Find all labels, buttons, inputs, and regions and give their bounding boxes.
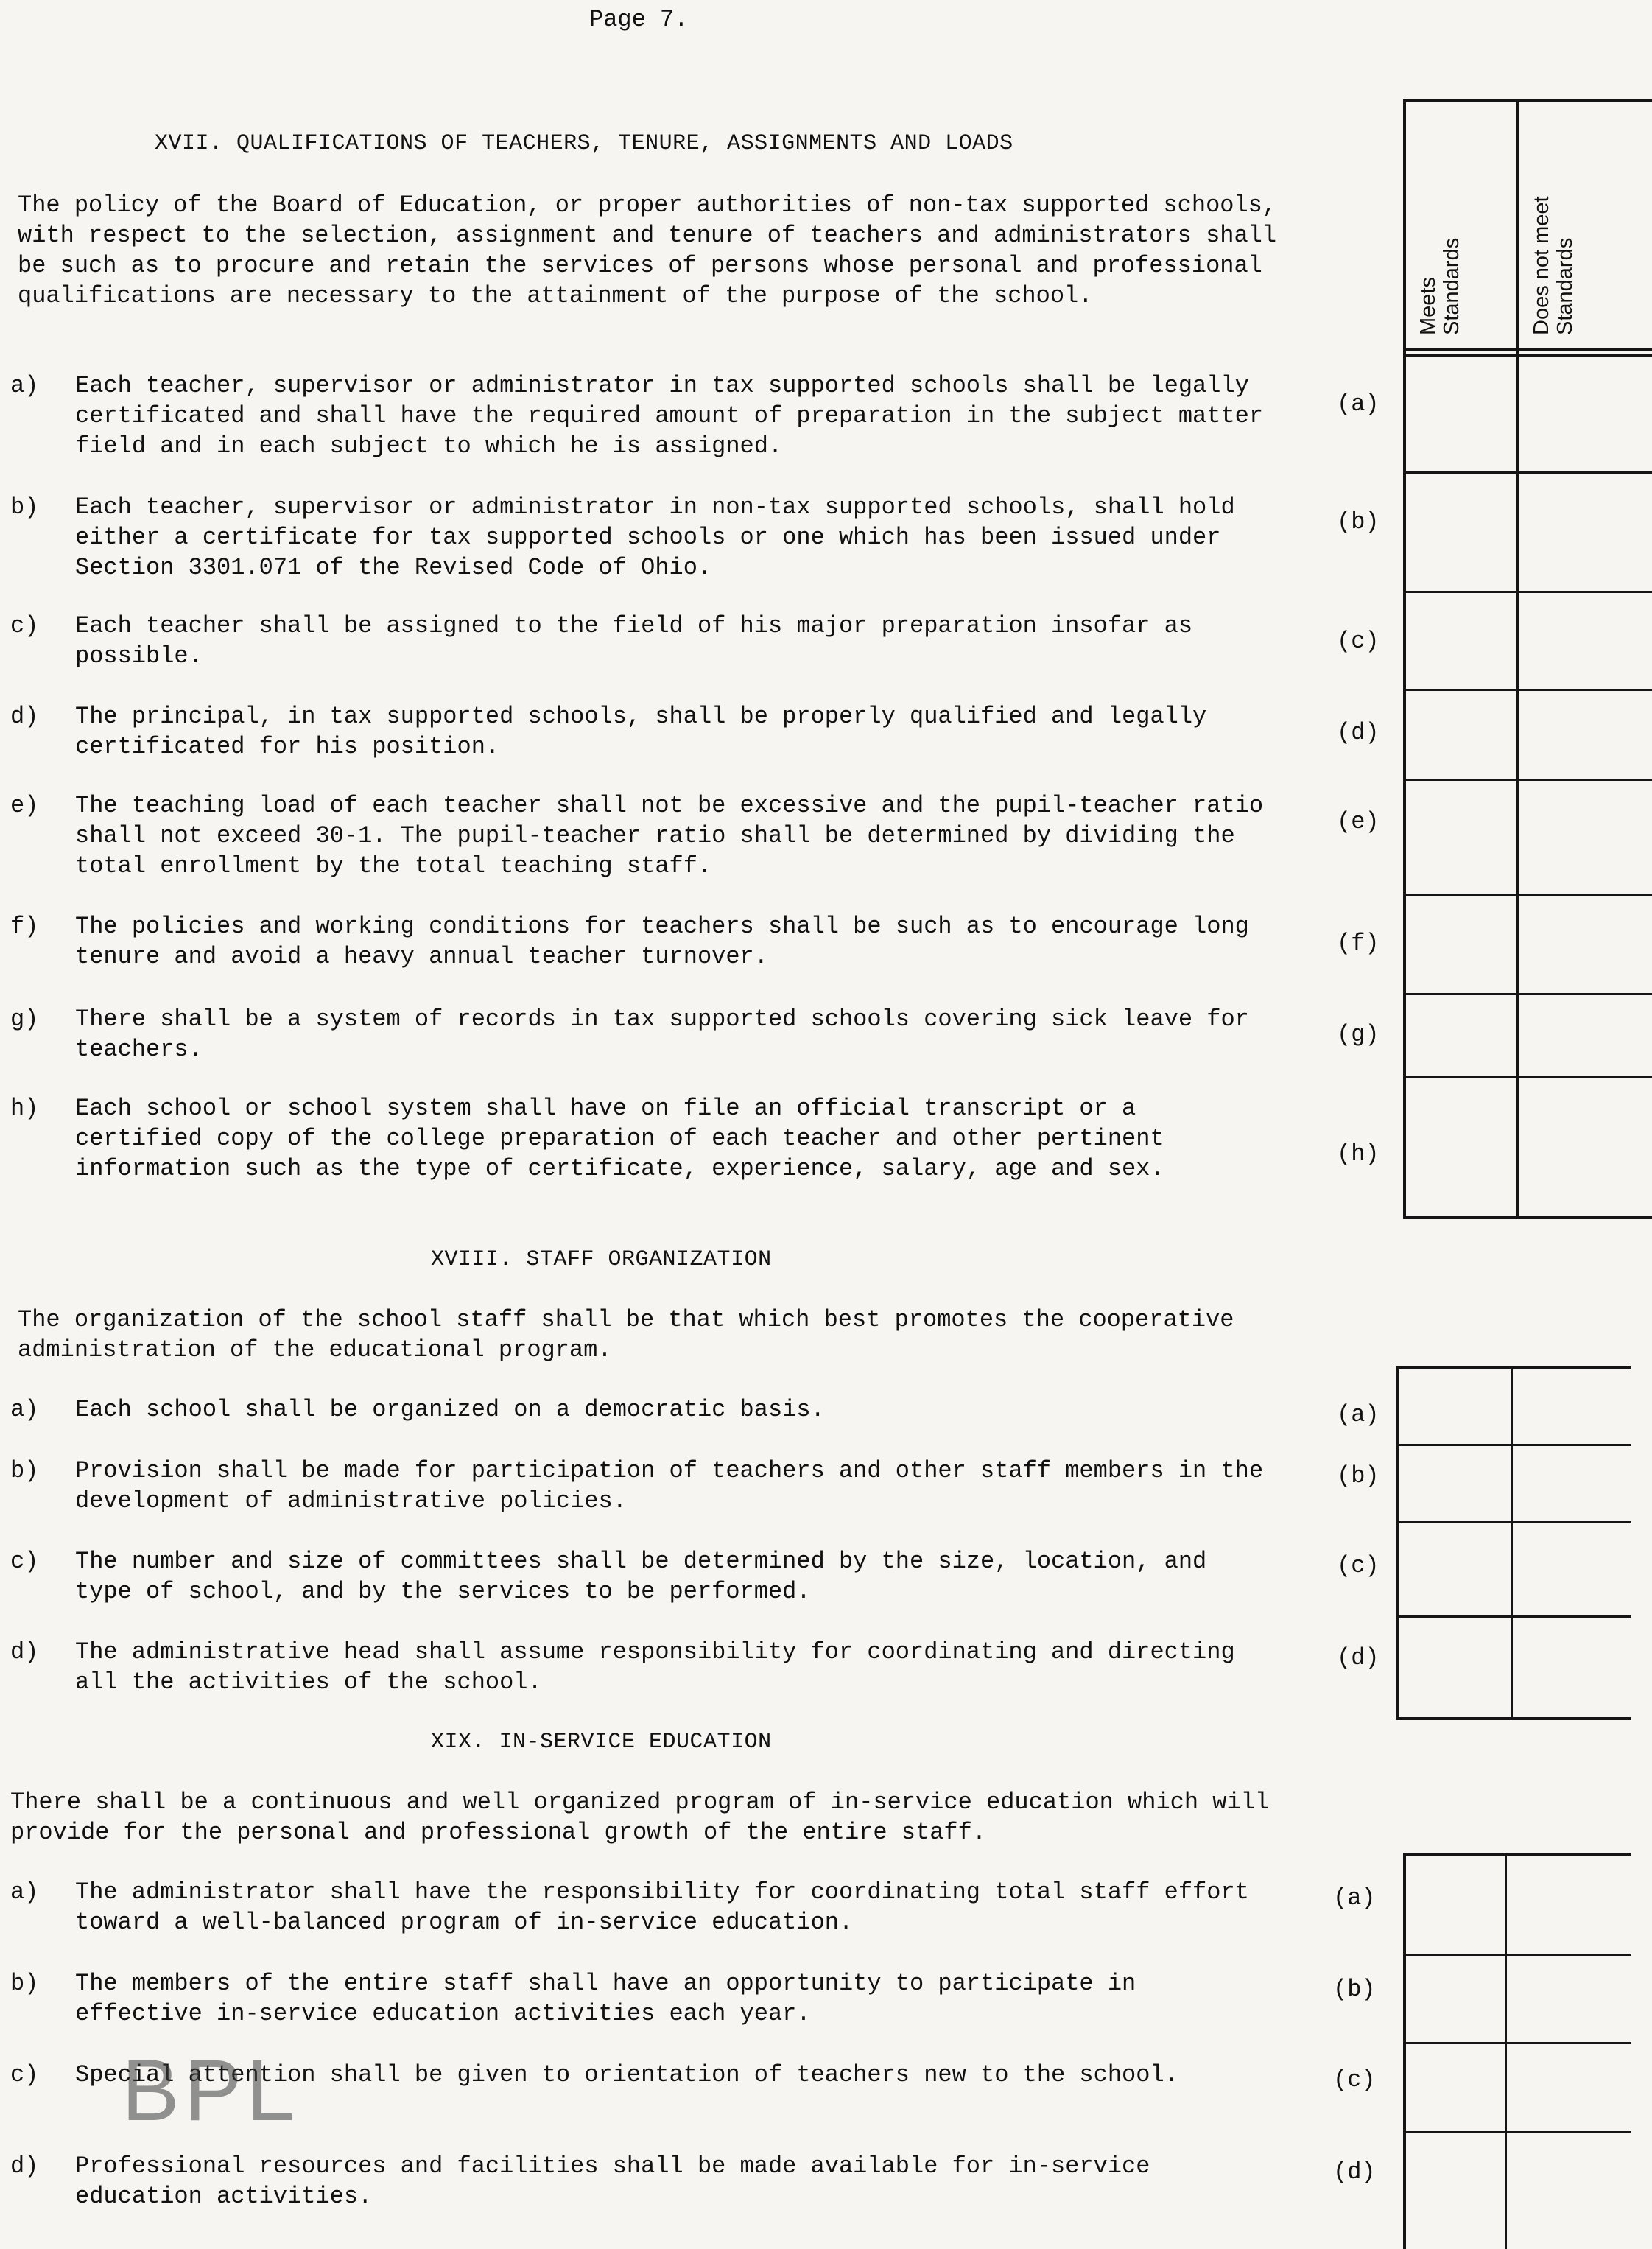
item-label: d) xyxy=(10,703,39,730)
item-text: Each school shall be organized on a democratic basis. xyxy=(75,1396,825,1423)
column-header-does-not-meet-standards: Does not meet Standards xyxy=(1530,196,1577,335)
item-text: The teaching load of each teacher shall not be excessive and the pupil-teacher ratio shall not exceed 30-1. The pupil-teacher ratio shall be determined by dividing the total enrollment by the total teaching staff. xyxy=(75,792,1264,880)
item-label: c) xyxy=(10,612,39,639)
row-ref-label: (g) xyxy=(1337,1021,1379,1048)
page-number: Page 7. xyxy=(589,6,689,33)
column-header-meets-standards: Meets Standards xyxy=(1416,237,1463,335)
row-ref-label: (f) xyxy=(1337,930,1379,957)
item-text: The administrator shall have the responsibility for coordinating total staff effort toward a well-balanced program of in-service education. xyxy=(75,1878,1249,1936)
item-label: b) xyxy=(10,1970,39,1997)
item-text: The policies and working conditions for teachers shall be such as to encourage long tenure and avoid a heavy annual teacher turnover. xyxy=(75,913,1249,970)
item-label: h) xyxy=(10,1095,39,1122)
item-label: c) xyxy=(10,2061,39,2088)
row-ref-label: (c) xyxy=(1337,1552,1379,1579)
row-ref-label: (d) xyxy=(1337,1644,1379,1671)
section-title-xix: XIX. IN-SERVICE EDUCATION xyxy=(431,1730,772,1755)
section-title-xvii: XVII. QUALIFICATIONS OF TEACHERS, TENURE, ASSIGNMENTS AND LOADS xyxy=(155,131,1013,156)
item-label: f) xyxy=(10,913,39,940)
item-label: g) xyxy=(10,1006,39,1033)
section-title-xviii: XVIII. STAFF ORGANIZATION xyxy=(431,1247,772,1272)
item-label: c) xyxy=(10,1548,39,1575)
row-ref-label: (b) xyxy=(1337,1462,1379,1490)
item-label: a) xyxy=(10,1396,39,1423)
item-text: The number and size of committees shall be determined by the size, location, and type of school, and by the services to be performed. xyxy=(75,1548,1207,1605)
row-ref-label: (b) xyxy=(1333,1976,1376,2003)
item-label: a) xyxy=(10,372,39,399)
item-text: Professional resources and facilities shall be made available for in-service education activities. xyxy=(75,2152,1150,2210)
row-ref-label: (d) xyxy=(1333,2158,1376,2186)
item-text: Each teacher, supervisor or administrator in non-tax supported schools, shall hold either a certificate for tax supported schools or one which has been issued under Section 3301.071 of the Revised Code of Ohio. xyxy=(75,494,1235,581)
item-text: Each school or school system shall have on file an official transcript or a certified copy of the college preparation of each teacher and other pertinent information such as the type of certificate, experience, salary, age and sex. xyxy=(75,1095,1164,1182)
item-text: Special attention shall be given to orientation of teachers new to the school. xyxy=(75,2061,1178,2088)
row-ref-label: (a) xyxy=(1337,390,1379,418)
item-label: d) xyxy=(10,2152,39,2180)
item-label: b) xyxy=(10,494,39,521)
item-text: The administrative head shall assume responsibility for coordinating and directing all the activities of the school. xyxy=(75,1638,1235,1696)
item-text: Each teacher, supervisor or administrator in tax supported schools shall be legally certificated and shall have the required amount of preparation in the subject matter field and in each subject to which he is assigned. xyxy=(75,372,1264,460)
checklist-grid-xix xyxy=(1403,1853,1631,2249)
row-ref-label: (e) xyxy=(1337,808,1379,835)
checklist-grid-xviii xyxy=(1396,1366,1631,1720)
item-text: Each teacher shall be assigned to the field of his major preparation insofar as possible. xyxy=(75,612,1193,670)
library-watermark: BPL xyxy=(122,2042,300,2139)
item-text: The principal, in tax supported schools, shall be properly qualified and legally certificated for his position. xyxy=(75,703,1207,760)
item-label: b) xyxy=(10,1457,39,1484)
row-ref-label: (b) xyxy=(1337,508,1379,536)
row-ref-label: (d) xyxy=(1337,719,1379,746)
row-ref-label: (c) xyxy=(1337,628,1379,655)
item-label: d) xyxy=(10,1638,39,1666)
item-text: Provision shall be made for participation of teachers and other staff members in the development of administrative policies. xyxy=(75,1457,1264,1515)
row-ref-label: (a) xyxy=(1337,1401,1379,1428)
row-ref-label: (a) xyxy=(1333,1884,1376,1912)
row-ref-label: (h) xyxy=(1337,1140,1379,1168)
item-label: a) xyxy=(10,1878,39,1906)
checklist-grid-xvii xyxy=(1403,99,1652,1219)
row-ref-label: (c) xyxy=(1333,2066,1376,2094)
item-text: There shall be a system of records in tax supported schools covering sick leave for teachers. xyxy=(75,1006,1249,1063)
section-intro-xvii: The policy of the Board of Education, or proper authorities of non-tax supported schools, with respect to the selection, assignment and tenure of teachers and administrators shall be such as to procure and retain the services of persons whose personal and professional qualifications are necessary to the attainment of the purpose of the school. xyxy=(18,192,1277,309)
item-label: e) xyxy=(10,792,39,819)
item-text: The members of the entire staff shall have an opportunity to participate in effective in-service education activities each year. xyxy=(75,1970,1136,2027)
section-intro-xix: There shall be a continuous and well organized program of in-service education which will provide for the personal and professional growth of the entire staff. xyxy=(10,1789,1270,1846)
section-intro-xviii: The organization of the school staff shall be that which best promotes the cooperative administration of the educational program. xyxy=(18,1306,1234,1364)
